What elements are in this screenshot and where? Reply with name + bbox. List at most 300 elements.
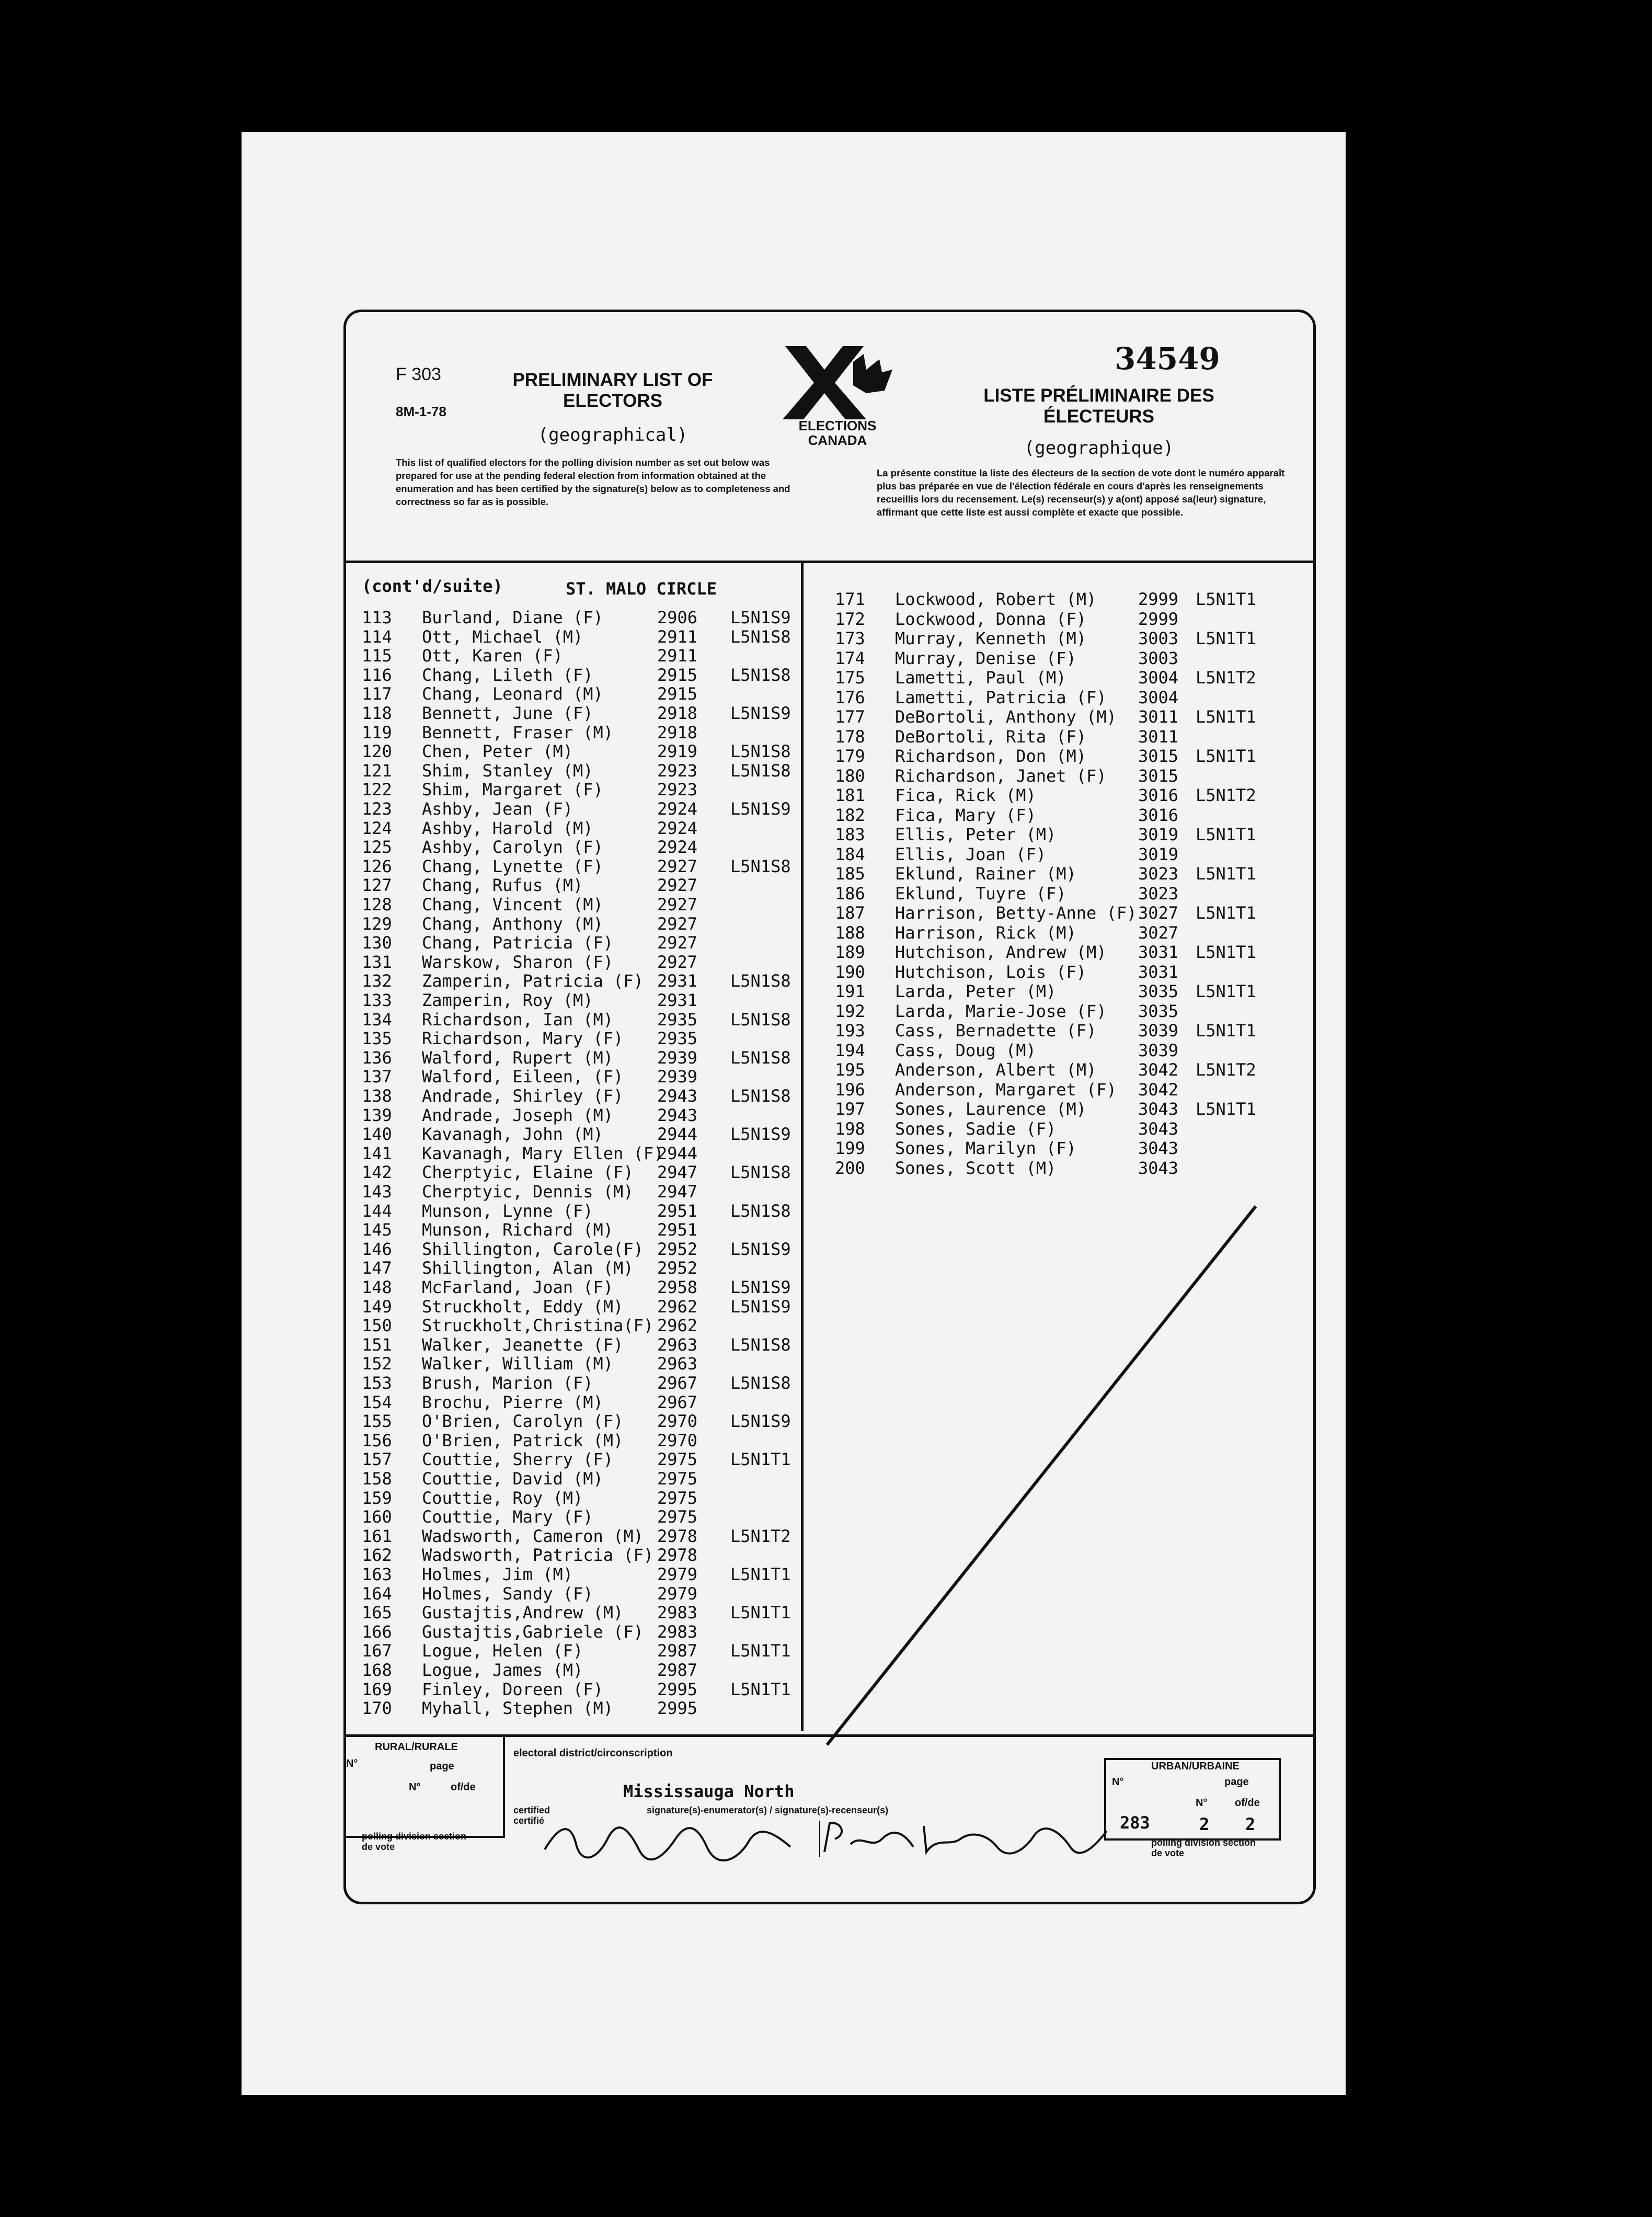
urban-page-label: page: [1224, 1776, 1249, 1788]
elector-number: 154: [362, 1392, 392, 1412]
elector-number: 157: [362, 1449, 392, 1470]
postal-code: L5N1T1: [1196, 903, 1256, 923]
elector-number: 163: [362, 1564, 392, 1584]
cancellation-line: [806, 1201, 1277, 1750]
elector-number: 159: [362, 1488, 392, 1508]
elector-number: 137: [362, 1067, 392, 1087]
street-number: 2918: [657, 722, 698, 742]
street-number: 2927: [657, 895, 698, 915]
street-number: 2975: [657, 1469, 698, 1489]
electors-column-right: [835, 589, 1305, 1217]
street-number: 2939: [657, 1067, 698, 1087]
elector-name: Fica, Mary (F): [895, 805, 1036, 825]
elector-name: Chang, Anthony (M): [422, 913, 603, 934]
intro-english: This list of qualified electors for the polling division number as set out below was prepared for use at the pending federal election from information obtained at the enumeration and has been certified by the signature(s) below as to completeness and correctness so far as is possible.: [396, 457, 790, 507]
elector-number: 174: [835, 648, 865, 668]
postal-code: L5N1T1: [1196, 746, 1256, 766]
rural-no-label: N°: [346, 1758, 358, 1769]
postal-code: L5N1T1: [1196, 942, 1256, 962]
elector-number: 147: [362, 1258, 392, 1278]
elector-number: 195: [835, 1060, 865, 1080]
elector-name: Couttie, Mary (F): [422, 1507, 593, 1527]
street-number: 2935: [657, 1009, 698, 1030]
postal-code: L5N1S8: [730, 856, 791, 876]
elector-name: Ashby, Carolyn (F): [422, 837, 603, 858]
street-number: 2931: [657, 971, 698, 991]
postal-code: L5N1S9: [730, 1411, 791, 1432]
elector-name: Chen, Peter (M): [422, 741, 573, 762]
elector-name: Gustajtis,Gabriele (F): [422, 1621, 644, 1642]
postal-code: L5N1S9: [730, 1277, 791, 1297]
postal-code: L5N1T1: [1196, 628, 1256, 648]
elector-number: 140: [362, 1124, 392, 1145]
street-number: 3027: [1138, 903, 1179, 923]
elector-name: Anderson, Margaret (F): [895, 1079, 1117, 1100]
postal-code: L5N1T1: [1196, 589, 1256, 609]
elector-name: Ellis, Joan (F): [895, 844, 1046, 864]
street-number: 2924: [657, 799, 698, 819]
elector-name: Walker, William (M): [422, 1354, 614, 1374]
street-number: 2943: [657, 1086, 698, 1106]
elector-number: 198: [835, 1118, 865, 1139]
street-number: 3043: [1138, 1158, 1179, 1178]
elector-name: Cass, Bernadette (F): [895, 1021, 1097, 1041]
elector-name: McFarland, Joan (F): [422, 1277, 614, 1297]
street-number: 2944: [657, 1143, 698, 1163]
postal-code: L5N1S8: [730, 1201, 791, 1221]
elector-number: 117: [362, 684, 392, 704]
street-number: 3039: [1138, 1040, 1179, 1060]
elector-number: 177: [835, 707, 865, 727]
elector-number: 151: [362, 1334, 392, 1355]
postal-code: L5N1S9: [730, 1239, 791, 1259]
elector-name: Couttie, David (M): [422, 1469, 603, 1489]
elector-name: Larda, Marie-Jose (F): [895, 1001, 1107, 1021]
street-number: 3003: [1138, 628, 1179, 648]
elector-number: 126: [362, 856, 392, 876]
elections-canada-logo: [775, 341, 900, 448]
elector-name: Chang, Patricia (F): [422, 933, 614, 953]
elector-name: Struckholt, Eddy (M): [422, 1296, 624, 1317]
elector-number: 121: [362, 760, 392, 781]
postal-code: L5N1S8: [730, 1334, 791, 1355]
elector-number: 118: [362, 703, 392, 723]
elector-name: Ott, Karen (F): [422, 646, 563, 666]
elector-name: Lockwood, Robert (M): [895, 589, 1097, 609]
street-number: 2947: [657, 1162, 698, 1183]
elector-number: 169: [362, 1679, 392, 1699]
elector-name: Richardson, Mary (F): [422, 1028, 624, 1049]
elector-number: 167: [362, 1641, 392, 1661]
elector-number: 162: [362, 1545, 392, 1565]
elector-number: 199: [835, 1138, 865, 1158]
elector-number: 197: [835, 1099, 865, 1119]
street-number: 3031: [1138, 942, 1179, 962]
street-number: 2967: [657, 1373, 698, 1393]
elector-number: 125: [362, 837, 392, 858]
elector-name: Holmes, Sandy (F): [422, 1583, 593, 1604]
elector-number: 175: [835, 668, 865, 688]
elector-number: 122: [362, 780, 392, 800]
elector-name: Finley, Doreen (F): [422, 1679, 603, 1699]
street-number: 2931: [657, 990, 698, 1010]
street-number: 2963: [657, 1334, 698, 1355]
elector-name: Ashby, Harold (M): [422, 818, 593, 838]
street-number: 2951: [657, 1220, 698, 1240]
street-number: 3031: [1138, 962, 1179, 982]
elector-number: 127: [362, 875, 392, 896]
elector-number: 134: [362, 1009, 392, 1030]
postal-code: L5N1T1: [1196, 707, 1256, 727]
elector-number: 160: [362, 1507, 392, 1527]
street-number: 2952: [657, 1239, 698, 1259]
street-number: 2923: [657, 760, 698, 781]
elector-number: 155: [362, 1411, 392, 1432]
elector-number: 149: [362, 1296, 392, 1317]
elector-name: Warskow, Sharon (F): [422, 952, 614, 972]
postal-code: L5N1S8: [730, 1162, 791, 1183]
intro-french: La présente constitue la liste des électeurs de la section de vote dont le numéro apparaît plus bas préparée en vue de l'élection fédérale en cours d'après les renseignements recueillis lors du recensement. Le(s) recenseur(s) y a(ont) apposé sa(leur) signature, affirmant que cette liste est aussi complète et exacte que possible.: [877, 467, 1285, 518]
elector-number: 180: [835, 765, 865, 786]
elector-name: Burland, Diane (F): [422, 608, 603, 627]
elector-number: 132: [362, 971, 392, 991]
street-number: 2999: [1138, 589, 1179, 609]
elector-number: 138: [362, 1086, 392, 1106]
street-number: 3035: [1138, 981, 1179, 1001]
rural-label: RURAL/RURALE: [375, 1741, 458, 1753]
elector-name: O'Brien, Patrick (M): [422, 1430, 624, 1450]
street-number: 2906: [657, 608, 698, 627]
continued-label: (cont'd/suite): [362, 576, 503, 596]
elector-number: 139: [362, 1105, 392, 1125]
postal-code: L5N1S8: [730, 760, 791, 781]
elector-name: Eklund, Tuyre (F): [895, 883, 1066, 904]
street-number: 3039: [1138, 1021, 1179, 1041]
form-number: F 303: [396, 364, 441, 384]
postal-code: L5N1T1: [1196, 981, 1256, 1001]
polling-division-number: 283: [1120, 1813, 1150, 1833]
elector-number: 150: [362, 1316, 392, 1336]
elector-name: Murray, Denise (F): [895, 648, 1076, 668]
elector-name: Cherptyic, Dennis (M): [422, 1182, 634, 1202]
elector-number: 153: [362, 1373, 392, 1393]
street-number: 2978: [657, 1526, 698, 1546]
elector-name: Walford, Rupert (M): [422, 1047, 614, 1068]
elector-name: Myhall, Stephen (M): [422, 1698, 614, 1719]
rural-page-no-label: N°: [409, 1781, 421, 1793]
elector-name: Richardson, Ian (M): [422, 1009, 614, 1030]
elector-name: Struckholt,Christina(F): [422, 1316, 654, 1336]
postal-code: L5N1T1: [730, 1603, 791, 1623]
postal-code: L5N1T1: [730, 1449, 791, 1470]
postal-code: L5N1T1: [1196, 825, 1256, 844]
elector-name: Shim, Stanley (M): [422, 760, 593, 781]
street-number: 2962: [657, 1296, 698, 1317]
elector-name: Shillington, Alan (M): [422, 1258, 634, 1278]
street-number: 2944: [657, 1124, 698, 1145]
postal-code: L5N1T1: [1196, 1021, 1256, 1041]
street-number: 2963: [657, 1354, 698, 1374]
elector-number: 188: [835, 922, 865, 943]
postal-code: L5N1S8: [730, 1009, 791, 1030]
street-number: 2923: [657, 780, 698, 800]
elector-number: 171: [835, 589, 865, 609]
elector-name: Lockwood, Donna (F): [895, 609, 1087, 629]
elector-number: 192: [835, 1001, 865, 1021]
street-number: 2999: [1138, 609, 1179, 629]
electors-column-left: [362, 608, 796, 1727]
elector-number: 182: [835, 805, 865, 825]
street-number: 2979: [657, 1583, 698, 1604]
elector-number: 143: [362, 1182, 392, 1202]
street-number: 2975: [657, 1449, 698, 1470]
street-number: 3016: [1138, 805, 1179, 825]
elector-name: Couttie, Sherry (F): [422, 1449, 614, 1470]
elector-number: 156: [362, 1430, 392, 1450]
postal-code: L5N1S8: [730, 665, 791, 685]
elector-number: 135: [362, 1028, 392, 1049]
elector-name: Cherptyic, Elaine (F): [422, 1162, 634, 1183]
elector-name: Anderson, Albert (M): [895, 1060, 1097, 1080]
elector-name: Kavanagh, John (M): [422, 1124, 603, 1145]
elector-number: 189: [835, 942, 865, 962]
street-number: 3043: [1138, 1118, 1179, 1139]
elector-name: Walford, Eileen, (F): [422, 1067, 624, 1087]
street-number: 2927: [657, 856, 698, 876]
elector-number: 168: [362, 1660, 392, 1680]
elector-name: Chang, Leonard (M): [422, 684, 603, 704]
serial-number: 34549: [1115, 341, 1220, 376]
postal-code: L5N1T1: [730, 1679, 791, 1699]
elector-number: 152: [362, 1354, 392, 1374]
elector-number: 119: [362, 722, 392, 742]
elector-number: 172: [835, 609, 865, 629]
elector-number: 131: [362, 952, 392, 972]
elector-name: Shim, Margaret (F): [422, 780, 603, 800]
elector-name: Zamperin, Patricia (F): [422, 971, 644, 991]
street-number: 2970: [657, 1430, 698, 1450]
street-number: 2958: [657, 1277, 698, 1297]
elector-number: 129: [362, 913, 392, 934]
elector-number: 173: [835, 628, 865, 648]
postal-code: L5N1S8: [730, 1086, 791, 1106]
signature-label: signature(s)-enumerator(s) / signature(s)-recenseur(s): [647, 1805, 889, 1815]
page-number: 2: [1199, 1814, 1210, 1834]
elector-number: 194: [835, 1040, 865, 1060]
elector-number: 186: [835, 883, 865, 904]
street-number: 2911: [657, 626, 698, 647]
street-number: 2975: [657, 1507, 698, 1527]
elector-name: Munson, Richard (M): [422, 1220, 614, 1240]
elector-number: 141: [362, 1143, 392, 1163]
elector-name: DeBortoli, Anthony (M): [895, 707, 1117, 727]
street-number: 2995: [657, 1679, 698, 1699]
postal-code: L5N1T2: [730, 1526, 791, 1546]
elector-name: Munson, Lynne (F): [422, 1201, 593, 1221]
column-divider: [801, 562, 804, 1731]
elector-number: 158: [362, 1469, 392, 1489]
street-number: 2939: [657, 1047, 698, 1068]
street-number: 2924: [657, 837, 698, 858]
postal-code: L5N1T2: [1196, 785, 1256, 805]
postal-code: L5N1S9: [730, 1124, 791, 1145]
elector-name: Andrade, Joseph (M): [422, 1105, 614, 1125]
elector-number: 113: [362, 608, 392, 627]
street-number: 3016: [1138, 785, 1179, 805]
postal-code: L5N1S8: [730, 741, 791, 762]
elector-number: 136: [362, 1047, 392, 1068]
elector-number: 176: [835, 687, 865, 707]
street-number: 3035: [1138, 1001, 1179, 1021]
elector-name: Logue, James (M): [422, 1660, 583, 1680]
street-number: 2983: [657, 1603, 698, 1623]
elector-name: Hutchison, Lois (F): [895, 962, 1087, 982]
district-value: Mississauga North: [623, 1781, 795, 1801]
elector-number: 165: [362, 1603, 392, 1623]
elector-name: Eklund, Rainer (M): [895, 864, 1076, 884]
rural-polling-division-label: polling division section de vote: [362, 1831, 467, 1852]
elector-number: 161: [362, 1526, 392, 1546]
street-number: 3043: [1138, 1138, 1179, 1158]
elector-name: Andrade, Shirley (F): [422, 1086, 624, 1106]
elector-name: Chang, Lileth (F): [422, 665, 593, 685]
postal-code: L5N1T1: [730, 1641, 791, 1661]
elector-name: Richardson, Don (M): [895, 746, 1087, 766]
elector-name: Chang, Rufus (M): [422, 875, 583, 896]
elector-name: Harrison, Rick (M): [895, 922, 1076, 943]
elector-name: Sones, Laurence (M): [895, 1099, 1087, 1119]
elector-number: 146: [362, 1239, 392, 1259]
elector-name: Ott, Michael (M): [422, 626, 583, 647]
postal-code: L5N1S8: [730, 1047, 791, 1068]
elector-name: O'Brien, Carolyn (F): [422, 1411, 624, 1432]
postal-code: L5N1S9: [730, 703, 791, 723]
street-number: 3023: [1138, 883, 1179, 904]
elector-name: Harrison, Betty-Anne (F): [895, 903, 1137, 923]
street-number: 2952: [657, 1258, 698, 1278]
street-number: 2915: [657, 665, 698, 685]
elector-name: Gustajtis,Andrew (M): [422, 1603, 624, 1623]
elector-name: Cass, Doug (M): [895, 1040, 1036, 1060]
street-number: 2943: [657, 1105, 698, 1125]
electors-list-form: [343, 310, 1316, 1904]
elector-name: Kavanagh, Mary Ellen (F): [422, 1143, 664, 1163]
elector-number: 193: [835, 1021, 865, 1041]
street-number: 2975: [657, 1488, 698, 1508]
elector-name: Ellis, Peter (M): [895, 825, 1057, 844]
urban-polling-division-label: polling division section de vote: [1151, 1837, 1256, 1858]
postal-code: L5N1S9: [730, 799, 791, 819]
elector-number: 120: [362, 741, 392, 762]
urban-page-no-label: N°: [1196, 1797, 1208, 1809]
elector-number: 148: [362, 1277, 392, 1297]
elector-number: 144: [362, 1201, 392, 1221]
elector-name: DeBortoli, Rita (F): [895, 726, 1087, 747]
elector-number: 116: [362, 665, 392, 685]
elector-name: Richardson, Janet (F): [895, 765, 1107, 786]
elector-name: Couttie, Roy (M): [422, 1488, 583, 1508]
street-number: 2927: [657, 913, 698, 934]
elector-number: 124: [362, 818, 392, 838]
elector-number: 185: [835, 864, 865, 884]
elector-number: 183: [835, 825, 865, 844]
street-number: 2927: [657, 875, 698, 896]
elector-name: Bennett, Fraser (M): [422, 722, 614, 742]
elector-name: Sones, Scott (M): [895, 1158, 1057, 1178]
elector-name: Wadsworth, Patricia (F): [422, 1545, 654, 1565]
street-name: ST. MALO CIRCLE: [566, 579, 717, 599]
elector-name: Murray, Kenneth (M): [895, 628, 1087, 648]
street-number: 3011: [1138, 726, 1179, 747]
street-number: 2983: [657, 1621, 698, 1642]
postal-code: L5N1S9: [730, 1296, 791, 1317]
urban-page-of-label: of/de: [1235, 1797, 1260, 1809]
elector-name: Bennett, June (F): [422, 703, 593, 723]
street-number: 3019: [1138, 844, 1179, 864]
rural-page-of-label: of/de: [451, 1781, 476, 1793]
elector-number: 181: [835, 785, 865, 805]
elector-number: 114: [362, 626, 392, 647]
elector-number: 164: [362, 1583, 392, 1604]
postal-code: L5N1T1: [1196, 1099, 1256, 1119]
street-number: 3027: [1138, 922, 1179, 943]
street-number: 3042: [1138, 1079, 1179, 1100]
elector-number: 115: [362, 646, 392, 666]
signature-enumerator-1: [540, 1818, 811, 1865]
street-number: 2935: [657, 1028, 698, 1049]
street-number: 2979: [657, 1564, 698, 1584]
elector-number: 196: [835, 1079, 865, 1100]
form-footer: [346, 1734, 1313, 1904]
elector-name: Fica, Rick (M): [895, 785, 1036, 805]
street-number: 2970: [657, 1411, 698, 1432]
elector-name: Wadsworth, Cameron (M): [422, 1526, 644, 1546]
urban-no-label: N°: [1112, 1776, 1124, 1788]
elector-number: 170: [362, 1698, 392, 1719]
elector-name: Walker, Jeanette (F): [422, 1334, 624, 1355]
street-number: 3015: [1138, 765, 1179, 786]
street-number: 2978: [657, 1545, 698, 1565]
elector-number: 184: [835, 844, 865, 864]
elector-name: Larda, Peter (M): [895, 981, 1057, 1001]
elector-name: Chang, Vincent (M): [422, 895, 603, 915]
elector-name: Zamperin, Roy (M): [422, 990, 593, 1010]
street-number: 3011: [1138, 707, 1179, 727]
form-header: [346, 312, 1313, 563]
postal-code: L5N1T2: [1196, 1060, 1256, 1080]
elector-name: Ashby, Jean (F): [422, 799, 573, 819]
elector-number: 191: [835, 981, 865, 1001]
street-number: 2987: [657, 1641, 698, 1661]
elector-number: 123: [362, 799, 392, 819]
elector-name: Logue, Helen (F): [422, 1641, 583, 1661]
street-number: 3015: [1138, 746, 1179, 766]
urban-label: URBAN/URBAINE: [1151, 1761, 1240, 1772]
elector-name: Sones, Sadie (F): [895, 1118, 1057, 1139]
street-number: 2995: [657, 1698, 698, 1719]
elector-number: 133: [362, 990, 392, 1010]
elector-number: 179: [835, 746, 865, 766]
title-french: LISTE PRÉLIMINAIRE DES ÉLECTEURS: [983, 385, 1214, 427]
elector-number: 200: [835, 1158, 865, 1178]
elector-name: Sones, Marilyn (F): [895, 1138, 1076, 1158]
elector-number: 128: [362, 895, 392, 915]
subtitle-english: (geographical): [537, 425, 688, 445]
street-number: 2911: [657, 646, 698, 666]
street-number: 2951: [657, 1201, 698, 1221]
street-number: 3042: [1138, 1060, 1179, 1080]
street-number: 2918: [657, 703, 698, 723]
